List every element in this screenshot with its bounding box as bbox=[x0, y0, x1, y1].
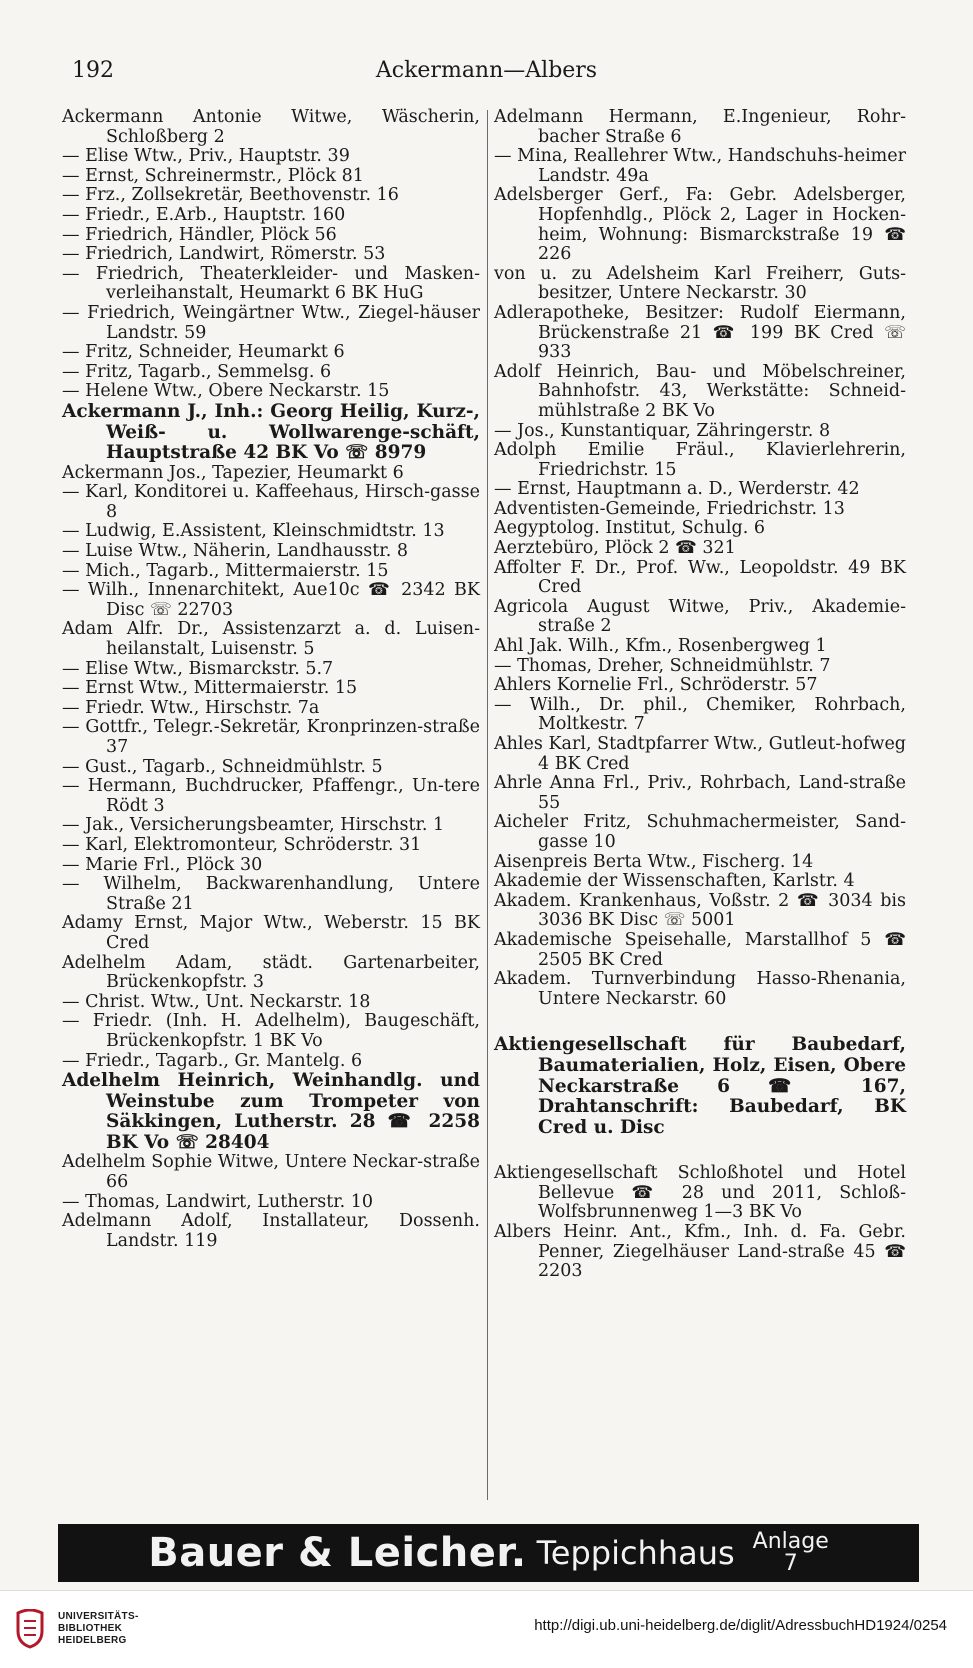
page-title: Ackermann—Albers bbox=[375, 58, 598, 83]
directory-entry: Agricola August Witwe, Priv., Akademie-straße 2 bbox=[494, 596, 906, 637]
directory-entry: — Helene Wtw., Obere Neckarstr. 15 bbox=[62, 381, 390, 402]
directory-entry: — Friedr., Tagarb., Gr. Mantelg. 6 bbox=[62, 1050, 363, 1071]
directory-entry: Adamy Ernst, Major Wtw., Weberstr. 15 BK Cred bbox=[62, 913, 480, 953]
directory-entry: — Luise Wtw., Näherin, Landhausstr. 8 bbox=[62, 541, 408, 562]
directory-entry: — Friedr. Wtw., Hirschstr. 7a bbox=[62, 697, 320, 718]
directory-entry: — Marie Frl., Plöck 30 bbox=[62, 854, 263, 875]
directory-entry: — Frz., Zollsekretär, Beethovenstr. 16 bbox=[62, 185, 399, 206]
directory-entry: Adolph Emilie Fräul., Klavierlehrerin, Friedrichstr. 15 bbox=[494, 440, 906, 480]
ad-annex-label: Anlage bbox=[752, 1529, 829, 1554]
directory-entry: Adelhelm Sophie Witwe, Untere Neckar-straße 66 bbox=[62, 1152, 480, 1193]
directory-entry: — Ernst Wtw., Mittermaierstr. 15 bbox=[62, 678, 358, 699]
directory-entry: — Friedrich, Theaterkleider- und Masken-verleihanstalt, Heumarkt 6 BK HuG bbox=[62, 263, 480, 304]
directory-entry: Adelhelm Adam, städt. Gartenarbeiter, Brückenkopfstr. 3 bbox=[62, 952, 480, 993]
directory-entry: — Friedrich, Weingärtner Wtw., Ziegel-häuser Landstr. 59 bbox=[62, 302, 480, 343]
directory-entry: — Jak., Versicherungsbeamter, Hirschstr. 1 bbox=[62, 815, 445, 836]
library-name-line: HEIDELBERG bbox=[58, 1635, 127, 1646]
directory-entry: — Karl, Konditorei u. Kaffeehaus, Hirsch-gasse 8 bbox=[62, 482, 480, 522]
directory-entry: — Wilh., Innenarchitekt, Aue10c ☎ 2342 BK Disc ☏ 22703 bbox=[62, 580, 480, 620]
directory-entry: — Wilhelm, Backwarenhandlung, Untere Straße 21 bbox=[62, 874, 480, 914]
directory-entry: Akademie der Wissenschaften, Karlstr. 4 bbox=[494, 871, 855, 892]
directory-entry: Ackermann Antonie Witwe, Wäscherin, Schloßberg 2 bbox=[62, 107, 480, 147]
directory-entry: von u. zu Adelsheim Karl Freiherr, Guts-besitzer, Untere Neckarstr. 30 bbox=[494, 263, 906, 304]
directory-entry: — Friedrich, Händler, Plöck 56 bbox=[62, 224, 337, 245]
directory-entry: — Wilh., Dr. phil., Chemiker, Rohrbach, Moltkestr. 7 bbox=[494, 694, 906, 735]
directory-entry: Akadem. Turnverbindung Hasso-Rhenania, Untere Neckarstr. 60 bbox=[494, 969, 906, 1009]
directory-entry: Akadem. Krankenhaus, Voßstr. 2 ☎ 3034 bis 3036 BK Disc ☏ 5001 bbox=[494, 890, 906, 931]
directory-entry: — Ludwig, E.Assistent, Kleinschmidtstr. 13 bbox=[62, 521, 445, 542]
column-divider bbox=[487, 110, 488, 1500]
directory-entry: — Hermann, Buchdrucker, Pfaffengr., Un-tere Rödt 3 bbox=[62, 776, 480, 816]
advertisement-banner bbox=[58, 1524, 919, 1582]
directory-entry: Aicheler Fritz, Schuhmachermeister, Sand-gasse 10 bbox=[494, 812, 906, 852]
library-name-line: UNIVERSITÄTS- bbox=[58, 1611, 139, 1622]
directory-entry: — Gottfr., Telegr.-Sekretär, Kronprinzen-straße 37 bbox=[62, 717, 480, 757]
directory-entry: — Friedr., E.Arb., Hauptstr. 160 bbox=[62, 204, 346, 225]
library-name-line: BIBLIOTHEK bbox=[58, 1623, 123, 1634]
ad-annex-note bbox=[753, 1531, 829, 1575]
directory-entry: Albers Heinr. Ant., Kfm., Inh. d. Fa. Gebr. Penner, Ziegelhäuser Land-straße 45 ☎ 2203 bbox=[494, 1222, 906, 1282]
directory-entry: — Gust., Tagarb., Schneidmühlstr. 5 bbox=[62, 756, 383, 777]
directory-entry: — Ernst, Hauptmann a. D., Werderstr. 42 bbox=[494, 479, 860, 500]
library-logo-icon bbox=[12, 1609, 48, 1649]
directory-entry: — Thomas, Dreher, Schneidmühlstr. 7 bbox=[494, 655, 831, 676]
directory-entry: Ahlers Kornelie Frl., Schröderstr. 57 bbox=[494, 675, 818, 696]
directory-entry: Aerztebüro, Plöck 2 ☎ 321 bbox=[494, 538, 736, 559]
directory-entry: — Jos., Kunstantiquar, Zähringerstr. 8 bbox=[494, 420, 831, 441]
directory-entry: — Friedr. (Inh. H. Adelhelm), Baugeschäft, Brückenkopfstr. 1 BK Vo bbox=[62, 1011, 480, 1051]
directory-entry: Ahl Jak. Wilh., Kfm., Rosenbergweg 1 bbox=[494, 636, 827, 657]
directory-entry: — Fritz, Schneider, Heumarkt 6 bbox=[62, 342, 345, 363]
directory-entry-featured: Ackermann J., Inh.: Georg Heilig, Kurz-, Weiß- u. Wollwarenge-schäft, Hauptstraße 42 BK Vo ☏ 8979 bbox=[62, 400, 480, 464]
directory-entry-featured: Aktiengesellschaft für Baubedarf, Baumaterialien, Holz, Eisen, Obere Neckarstraße 6 ☎ 167, Drahtanschrift: Baubedarf, BK Cred u. Disc bbox=[494, 1034, 906, 1138]
directory-entry: Adventisten-Gemeinde, Friedrichstr. 13 bbox=[494, 498, 845, 519]
left-column bbox=[62, 108, 480, 1251]
section-spacer bbox=[494, 1009, 906, 1035]
directory-entry-featured: Adelhelm Heinrich, Weinhandlg. und Weinstube zum Trompeter von Säkkingen, Lutherstr. 28 ☎ 2258 BK Vo ☏ 28404 bbox=[62, 1070, 480, 1153]
section-spacer bbox=[494, 1138, 906, 1164]
directory-entry: Adelmann Hermann, E.Ingenieur, Rohr-bacher Straße 6 bbox=[494, 107, 906, 147]
library-name bbox=[58, 1611, 139, 1647]
directory-entry: — Ernst, Schreinermstr., Plöck 81 bbox=[62, 165, 364, 186]
right-column bbox=[494, 108, 906, 1282]
directory-entry: — Fritz, Tagarb., Semmelsg. 6 bbox=[62, 361, 332, 382]
directory-entry: — Mich., Tagarb., Mittermaierstr. 15 bbox=[62, 560, 389, 581]
directory-entry: — Christ. Wtw., Unt. Neckarstr. 18 bbox=[62, 991, 371, 1012]
directory-entry: — Friedrich, Landwirt, Römerstr. 53 bbox=[62, 244, 386, 265]
directory-entry: — Mina, Reallehrer Wtw., Handschuhs-heimer Landstr. 49a bbox=[494, 146, 906, 186]
directory-entry: — Elise Wtw., Bismarckstr. 5.7 bbox=[62, 658, 334, 679]
directory-entry: Ahles Karl, Stadtpfarrer Wtw., Gutleut-hofweg 4 BK Cred bbox=[494, 734, 906, 774]
directory-entry: — Thomas, Landwirt, Lutherstr. 10 bbox=[62, 1191, 374, 1212]
directory-entry: Akademische Speisehalle, Marstallhof 5 ☎ 2505 BK Cred bbox=[494, 929, 906, 970]
directory-entry: Ahrle Anna Frl., Priv., Rohrbach, Land-straße 55 bbox=[494, 773, 906, 813]
document-url-link[interactable]: http://digi.ub.uni-heidelberg.de/diglit/AdressbuchHD1924/0254 bbox=[534, 1617, 947, 1634]
directory-entry: — Elise Wtw., Priv., Hauptstr. 39 bbox=[62, 146, 350, 167]
directory-entry: Adelsberger Gerf., Fa: Gebr. Adelsberger, Hopfenhdlg., Plöck 2, Lager in Hocken-heim, Wohnung: Bismarckstraße 19 ☎ 226 bbox=[494, 185, 906, 265]
directory-entry: Aegyptolog. Institut, Schulg. 6 bbox=[494, 518, 765, 539]
directory-entry: Aktiengesellschaft Schloßhotel und Hotel Bellevue ☎ 28 und 2011, Schloß-Wolfsbrunnenweg 1—3 BK Vo bbox=[494, 1163, 906, 1223]
directory-entry: — Karl, Elektromonteur, Schröderstr. 31 bbox=[62, 834, 422, 855]
directory-entry: Adolf Heinrich, Bau- und Möbelschreiner, Bahnhofstr. 43, Werkstätte: Schneid-mühlstraße 2 BK Vo bbox=[494, 361, 906, 421]
directory-entry: Aisenpreis Berta Wtw., Fischerg. 14 bbox=[494, 851, 814, 872]
directory-entry: Adelmann Adolf, Installateur, Dossenh. Landstr. 119 bbox=[62, 1211, 480, 1251]
ad-company-name: Bauer & Leicher. bbox=[148, 1530, 527, 1576]
directory-entry: Adlerapotheke, Besitzer: Rudolf Eiermann, Brückenstraße 21 ☎ 199 BK Cred ☏ 933 bbox=[494, 302, 906, 363]
ad-business-type: Teppichhaus bbox=[536, 1534, 735, 1572]
directory-entry: Affolter F. Dr., Prof. Ww., Leopoldstr. 49 BK Cred bbox=[494, 557, 906, 598]
directory-entry: Adam Alfr. Dr., Assistenzarzt a. d. Luisen-heilanstalt, Luisenstr. 5 bbox=[62, 619, 480, 660]
ad-annex-number: 7 bbox=[783, 1551, 798, 1576]
viewer-footer bbox=[0, 1590, 973, 1668]
directory-entry: Ackermann Jos., Tapezier, Heumarkt 6 bbox=[62, 462, 404, 483]
page-number: 192 bbox=[72, 58, 114, 83]
